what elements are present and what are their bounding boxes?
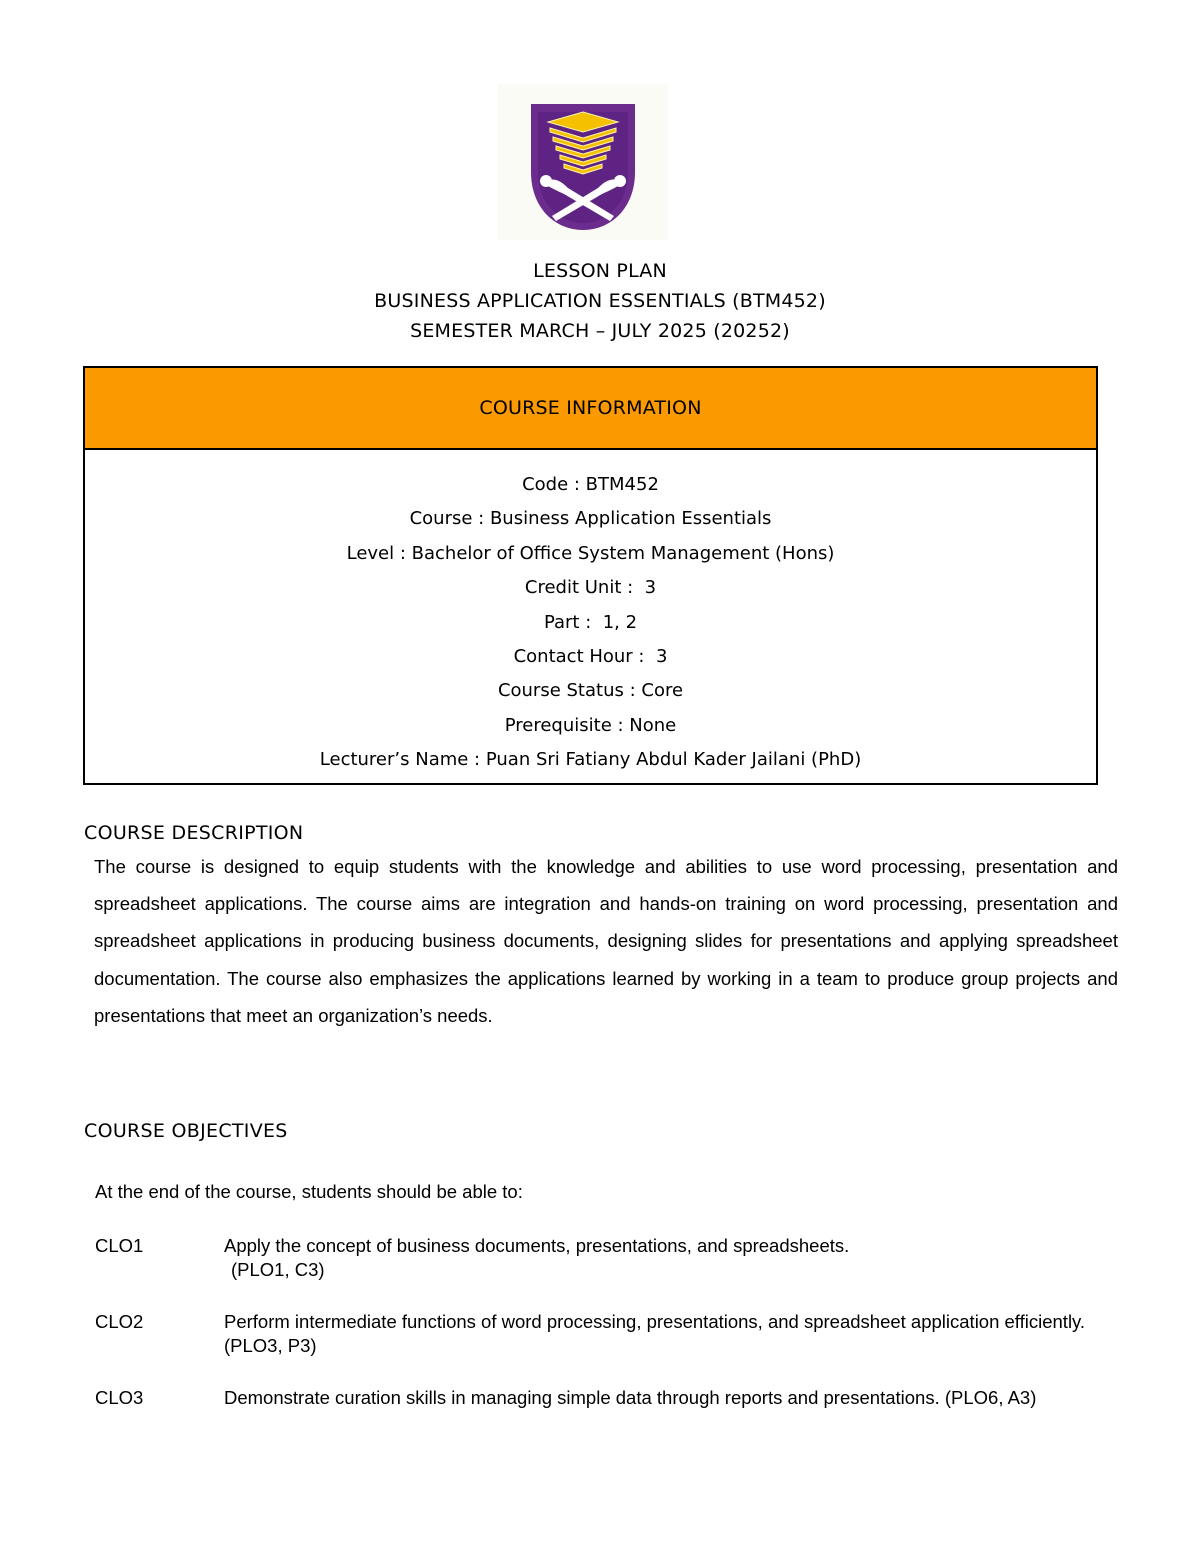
- clo-code: CLO3: [95, 1387, 144, 1408]
- clo-text: Demonstrate curation skills in managing simple data through reports and presentations. (PLO6, A3): [224, 1387, 1037, 1408]
- info-row-part: [85, 606, 1096, 640]
- info-label: Course :: [409, 508, 485, 530]
- clo-code: CLO2: [95, 1311, 144, 1332]
- clo-item: [95, 1234, 1120, 1284]
- info-row-level: [85, 537, 1096, 571]
- info-value: None: [623, 714, 677, 736]
- course-objectives-heading: COURSE OBJECTIVES: [84, 1120, 288, 1142]
- course-information-body: [85, 450, 1096, 778]
- info-label: Part :: [543, 611, 592, 633]
- info-value: Bachelor of Office System Management (Hons): [405, 542, 835, 564]
- info-row-contact-hour: [85, 640, 1096, 674]
- info-label: Course Status :: [497, 680, 636, 702]
- course-information-box: [83, 366, 1098, 785]
- info-row-credit-unit: [85, 571, 1096, 605]
- title-semester: SEMESTER MARCH – JULY 2025 (20252): [410, 320, 790, 342]
- info-label: Lecturer’s Name :: [319, 749, 481, 771]
- clo-item: [95, 1310, 1120, 1360]
- info-value: Core: [635, 680, 684, 702]
- document-title-block: [0, 256, 1200, 346]
- info-label: Prerequisite :: [504, 714, 624, 736]
- course-information-heading: COURSE INFORMATION: [85, 368, 1096, 450]
- clo-text: Apply the concept of business documents, presentations, and spreadsheets.: [224, 1235, 850, 1256]
- course-description-heading: COURSE DESCRIPTION: [84, 822, 304, 844]
- info-value: Puan Sri Fatiany Abdul Kader Jailani (PhD): [480, 749, 862, 771]
- clo-ref: (PLO1, C3): [231, 1259, 325, 1280]
- uitm-crest-icon: [498, 84, 668, 240]
- info-row-course: [85, 502, 1096, 536]
- info-value: BTM452: [579, 474, 659, 495]
- info-value: 1, 2: [591, 611, 638, 633]
- info-label: Code :: [522, 474, 580, 495]
- info-row-course-status: [85, 674, 1096, 708]
- info-value: 3: [633, 577, 657, 599]
- info-label: Credit Unit :: [524, 577, 634, 599]
- clo-description: [224, 1234, 1120, 1282]
- info-label: Level :: [346, 542, 406, 564]
- objectives-intro: At the end of the course, students should be able to:: [95, 1181, 523, 1202]
- title-course-name: BUSINESS APPLICATION ESSENTIALS (BTM452): [374, 290, 826, 312]
- info-row-prerequisite: [85, 709, 1096, 743]
- title-lesson-plan: LESSON PLAN: [533, 260, 667, 282]
- clo-code: CLO1: [95, 1235, 144, 1256]
- info-label: Contact Hour :: [513, 646, 645, 668]
- info-value: 3: [644, 646, 668, 668]
- clo-text: Perform intermediate functions of word processing, presentations, and spreadsheet application efficiently. (PLO3, P3): [224, 1311, 1086, 1356]
- info-row-lecturer: [85, 743, 1096, 777]
- info-row-code: [85, 468, 1096, 502]
- clo-item: [95, 1386, 1120, 1436]
- info-value: Business Application Essentials: [484, 508, 772, 530]
- course-description-text: The course is designed to equip students with the knowledge and abilities to use word processing, presentation and spreadsheet applications. The course aims are integration and hands-on training on word processing, presentation and spreadsheet applications in producing business documents, designing slides for presentations and applying spreadsheet documentation. The course also emphasizes the applications learned by working in a team to produce group projects and presentations that meet an organization’s needs.: [94, 856, 1118, 1026]
